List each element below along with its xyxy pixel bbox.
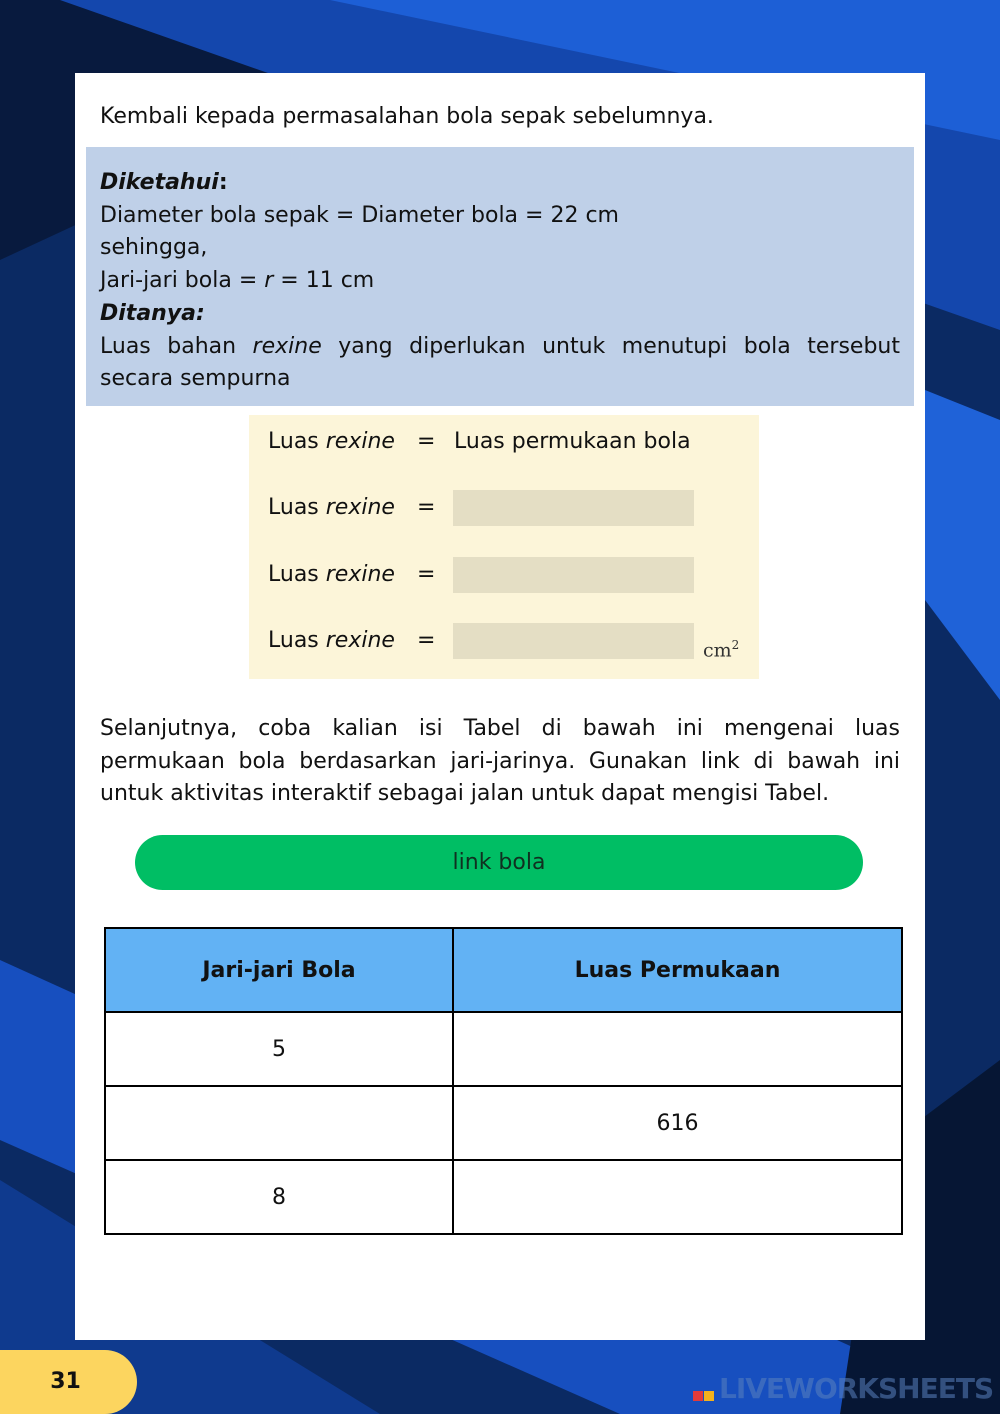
table-row bbox=[105, 1086, 902, 1160]
table-row bbox=[105, 1160, 902, 1234]
unit-label: $cm^2$ bbox=[703, 638, 740, 662]
calc-formula-text: Luas permukaan bola bbox=[454, 429, 691, 454]
answer-input-result[interactable] bbox=[453, 623, 694, 659]
known-radius: Jari-jari bola = r = 11 cm bbox=[100, 268, 375, 294]
equals-sign: = bbox=[417, 628, 436, 653]
known-diameter: Diameter bola sepak = Diameter bola = 22 cm bbox=[100, 202, 619, 228]
calc-label: Luas rexine bbox=[268, 562, 395, 587]
intro-text: Kembali kepada permasalahan bola sepak sebelumnya. bbox=[100, 104, 714, 129]
equals-sign: = bbox=[417, 429, 436, 454]
link-bola-button[interactable]: link bola bbox=[135, 835, 863, 890]
calc-row-2 bbox=[249, 488, 759, 528]
calc-label: Luas rexine bbox=[268, 628, 395, 653]
calc-label: Luas rexine bbox=[268, 429, 395, 454]
calc-row-3 bbox=[249, 555, 759, 595]
surface-area-cell: 616 bbox=[453, 1086, 902, 1160]
liveworksheets-logo-icon bbox=[693, 1377, 715, 1414]
page-number-badge: 31 bbox=[0, 1350, 137, 1414]
table-row bbox=[105, 1012, 902, 1086]
liveworksheets-watermark: LIVEWORKSHEETS bbox=[693, 1373, 993, 1405]
header-surface-area: Luas Permukaan bbox=[453, 928, 902, 1012]
calc-label: Luas rexine bbox=[268, 495, 395, 520]
instruction-paragraph: Selanjutnya, coba kalian isi Tabel di bawah ini mengenai luas permukaan bola berdasarkan jari-jarinya. Gunakan link di bawah ini untuk aktivitas interaktif sebagai jalan untuk dapat mengisi Tabel. bbox=[100, 716, 900, 807]
surface-area-answer-cell[interactable] bbox=[453, 1012, 902, 1086]
table-header-row bbox=[105, 928, 902, 1012]
radius-cell: 8 bbox=[105, 1160, 453, 1234]
calculation-box bbox=[249, 415, 759, 679]
calc-row-4 bbox=[249, 621, 759, 661]
surface-area-answer-cell[interactable] bbox=[453, 1160, 902, 1234]
worksheet-page bbox=[75, 73, 925, 1340]
asked-text: Luas bahan rexine yang diperlukan untuk menutupi bola tersebut secara sempurna bbox=[100, 333, 900, 392]
known-so: sehingga, bbox=[100, 235, 208, 261]
answer-input-substitution[interactable] bbox=[453, 557, 694, 593]
surface-area-table bbox=[104, 927, 903, 1235]
known-heading: Diketahui: bbox=[100, 170, 228, 195]
radius-cell: 5 bbox=[105, 1012, 453, 1086]
known-asked-box bbox=[86, 147, 914, 406]
calc-row-1 bbox=[249, 422, 759, 462]
answer-input-formula[interactable] bbox=[453, 490, 694, 526]
header-radius: Jari-jari Bola bbox=[105, 928, 453, 1012]
radius-answer-cell[interactable] bbox=[105, 1086, 453, 1160]
equals-sign: = bbox=[417, 562, 436, 587]
asked-heading: Ditanya: bbox=[100, 300, 205, 326]
equals-sign: = bbox=[417, 495, 436, 520]
